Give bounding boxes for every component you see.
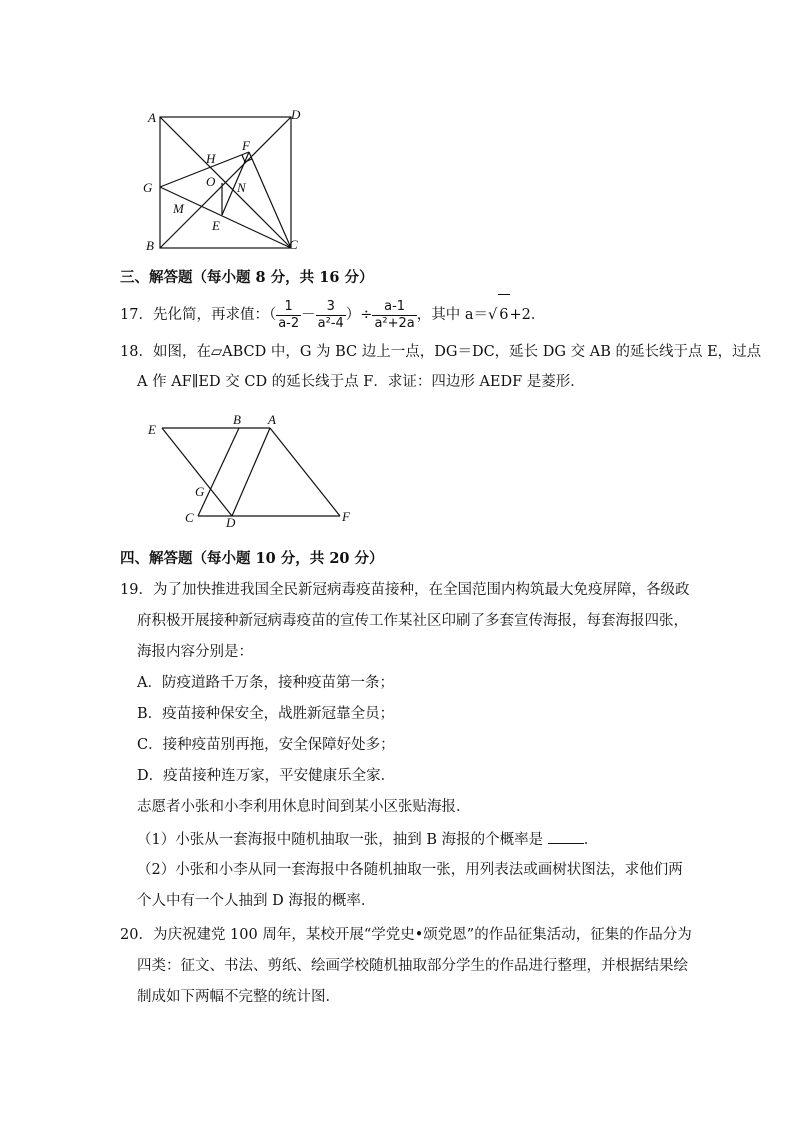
q20-line-3: 制成如下两幅不完整的统计图． (137, 989, 340, 1005)
fraction-1: $\frac{1}{a-2}$ (278, 298, 300, 331)
label-b: B (233, 412, 241, 427)
fraction-2: $\frac{3}{\text{a²-4}}$ (317, 298, 344, 331)
label-o: O (206, 174, 216, 189)
q20-line-2: 四类：征文、书法、剪纸、绘画学校随机抽取部分学生的作品进行整理，并根据结果绘 (137, 958, 688, 974)
label-c: C (289, 237, 298, 252)
segment-gc (160, 187, 291, 248)
square-figure (138, 105, 308, 255)
q19-part-2-line-1: （2）小张和小李从同一套海报中各随机抽取一张，用列表法或画树状图法，求他们两 (137, 862, 683, 878)
q19-option-b: B．疫苗接种保安全，战胜新冠靠全员； (137, 706, 395, 722)
q19-line-2: 府积极开展接种新冠病毒疫苗的宣传工作某社区印刷了多套宣传海报，每套海报四张， (137, 613, 688, 629)
section-3-heading: 三、解答题（每小题 8 分，共 16 分） (120, 269, 374, 286)
label-g: G (195, 484, 205, 499)
label-a: A (268, 412, 276, 427)
q19-line-3: 海报内容分别是： (137, 644, 253, 660)
q17-tail: +2． (509, 307, 546, 323)
q19-part-1: （1）小张从一套海报中随机抽取一张，抽到 B 海报的个概率是 ． (137, 829, 598, 850)
q19-option-d: D．疫苗接种连万家，平安健康乐全家． (137, 768, 396, 784)
label-g: G (143, 180, 153, 195)
q20-line-1: 20．为庆祝建党 100 周年，某校开展“学党史•颂党恩”的作品征集活动，征集的作品分为 (120, 927, 692, 943)
label-n: N (237, 180, 246, 195)
q19-part-2-line-2: 个人中有一个人抽到 D 海报的概率． (137, 893, 376, 909)
q17-minus: － (301, 307, 316, 323)
sqrt-value: 6 (498, 294, 509, 335)
section-4-heading: 四、解答题（每小题 10 分，共 20 分） (120, 550, 384, 567)
q17-prefix: 17．先化简，再求值：（ (120, 307, 277, 323)
label-f: F (242, 138, 250, 153)
label-d: D (291, 107, 301, 122)
q17-div: ）÷ (345, 307, 373, 323)
segment-fc (249, 152, 291, 248)
q18-line-2: A 作 AF∥ED 交 CD 的延长线于点 F．求证：四边形 AEDF 是菱形． (137, 374, 585, 390)
label-b: B (146, 238, 154, 253)
label-m: M (173, 201, 184, 216)
sqrt-sign: √ (488, 307, 498, 323)
q19-line-1: 19．为了加快推进我国全民新冠病毒疫苗接种，在全国范围内构筑最大免疫屏障，各级政 (120, 582, 690, 598)
label-f: F (342, 509, 350, 524)
q19-option-c: C．接种疫苗别再拖，安全保障好处多； (137, 737, 395, 753)
segment-ad (232, 428, 270, 516)
label-e: E (148, 422, 156, 437)
segment-af (270, 428, 340, 516)
label-e: E (212, 218, 220, 233)
label-a: A (148, 110, 156, 125)
fraction-3: $\frac{a-1}{\text{a²+2a}}$ (374, 298, 415, 331)
segment-ed (162, 428, 232, 516)
q19-option-a: A．防疫道路千万条，接种疫苗第一条； (137, 675, 394, 691)
label-c: C (185, 510, 194, 525)
question-17 (120, 294, 545, 334)
label-d: D (226, 515, 236, 530)
q17-where: ，其中 a＝ (416, 307, 489, 323)
parallelogram-figure (142, 410, 362, 530)
answer-blank (548, 829, 584, 844)
q19-line-4: 志愿者小张和小李利用休息时间到某小区张贴海报． (137, 799, 471, 815)
q18-line-1: 18．如图，在▱ABCD 中，G 为 BC 边上一点，DG＝DC，延长 DG 交 AB 的延长线于点 E，过点 (120, 344, 762, 360)
segment-bc (198, 428, 239, 516)
label-h: H (206, 151, 216, 166)
